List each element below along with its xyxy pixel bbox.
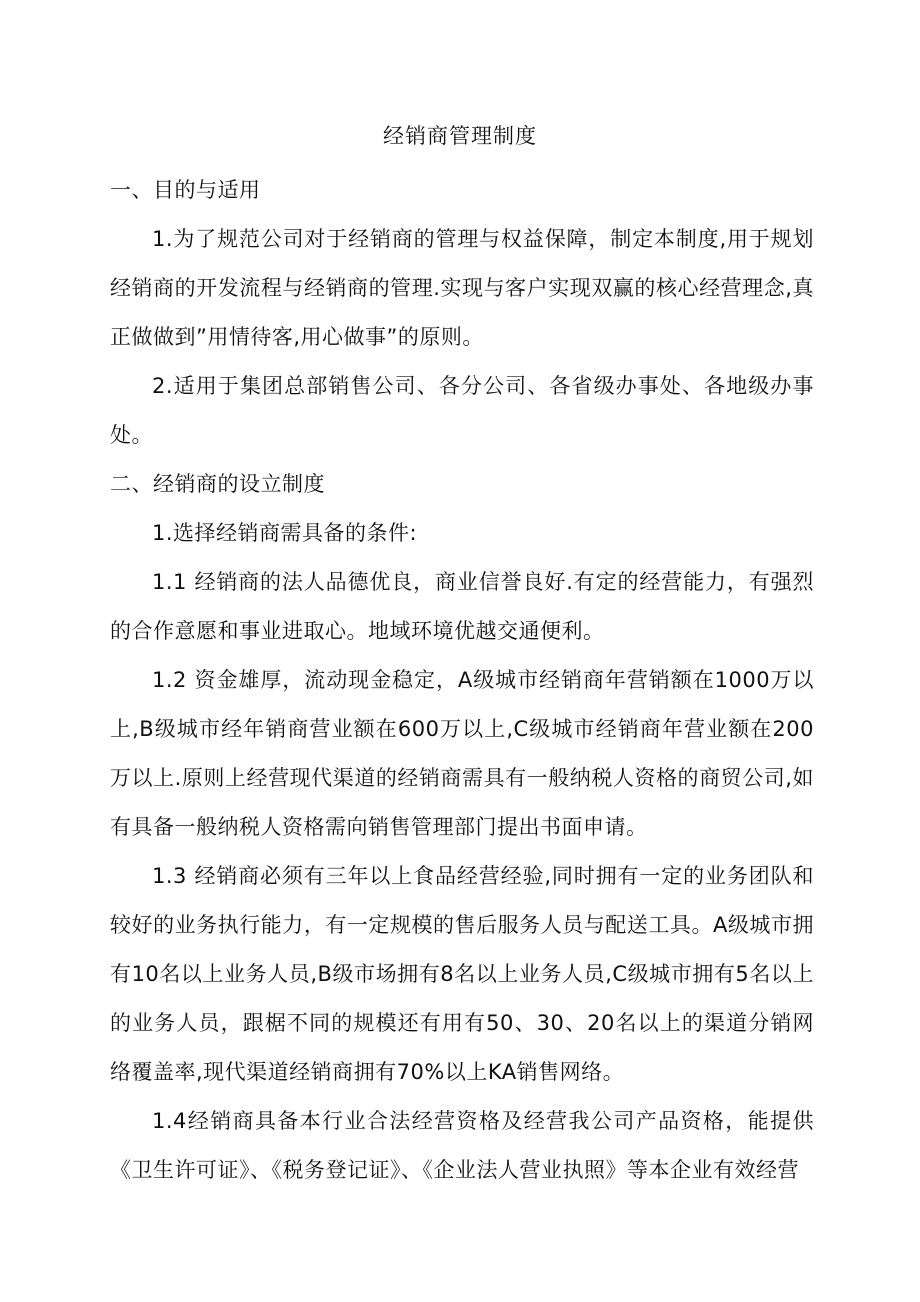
paragraph: 1.3 经销商必须有三年以上食品经营经验,同时拥有一定的业务团队和较好的业务执行能力，有一定规模的售后服务人员与配送工具。A级城市拥有10名以上业务人员,B级市场拥有8名以上业务人员,C级城市拥有5名以上的业务人员，跟椐不同的规模还有用有50、30、20名以上的渠道分销网络覆盖率,现代渠道经销商拥有70%以上KA销售网络。: [110, 864, 814, 1084]
paragraph: 1.4经销商具备本行业合法经营资格及经营我公司产品资格，能提供《卫生许可证》、《税务登记证》、《企业法人营业执照》等本企业有效经营: [110, 1109, 814, 1182]
paragraph: 1.1 经销商的法人品德优良，商业信誉良好.有定的经营能力，有强烈的合作意愿和事业进取心。地域环境优越交通便利。: [110, 570, 814, 643]
paragraph: 2.适用于集团总部销售公司、各分公司、各省级办事处、各地级办事处。: [110, 374, 814, 447]
document-body: [110, 166, 814, 1195]
paragraph: 1.选择经销商需具备的条件:: [152, 521, 418, 545]
section-heading-setup: 二、经销商的设立制度: [110, 472, 325, 496]
paragraph: 1.为了规范公司对于经销商的管理与权益保障，制定本制度,用于规划经销商的开发流程与经销商的管理.实现与客户实现双赢的核心经营理念,真正做做到”用情待客,用心做事”的原则。: [110, 227, 814, 349]
paragraph: 1.2 资金雄厚，流动现金稳定，A级城市经销商年营销额在1000万以上,B级城市经年销商营业额在600万以上,C级城市经销商年营业额在200万以上.原则上经营现代渠道的经销商需具有一般纳税人资格的商贸公司,如有具备一般纳税人资格需向销售管理部门提出书面申请。: [110, 668, 814, 839]
section-heading-purpose: 一、目的与适用: [110, 178, 261, 202]
document-title: 经销商管理制度: [383, 124, 537, 148]
